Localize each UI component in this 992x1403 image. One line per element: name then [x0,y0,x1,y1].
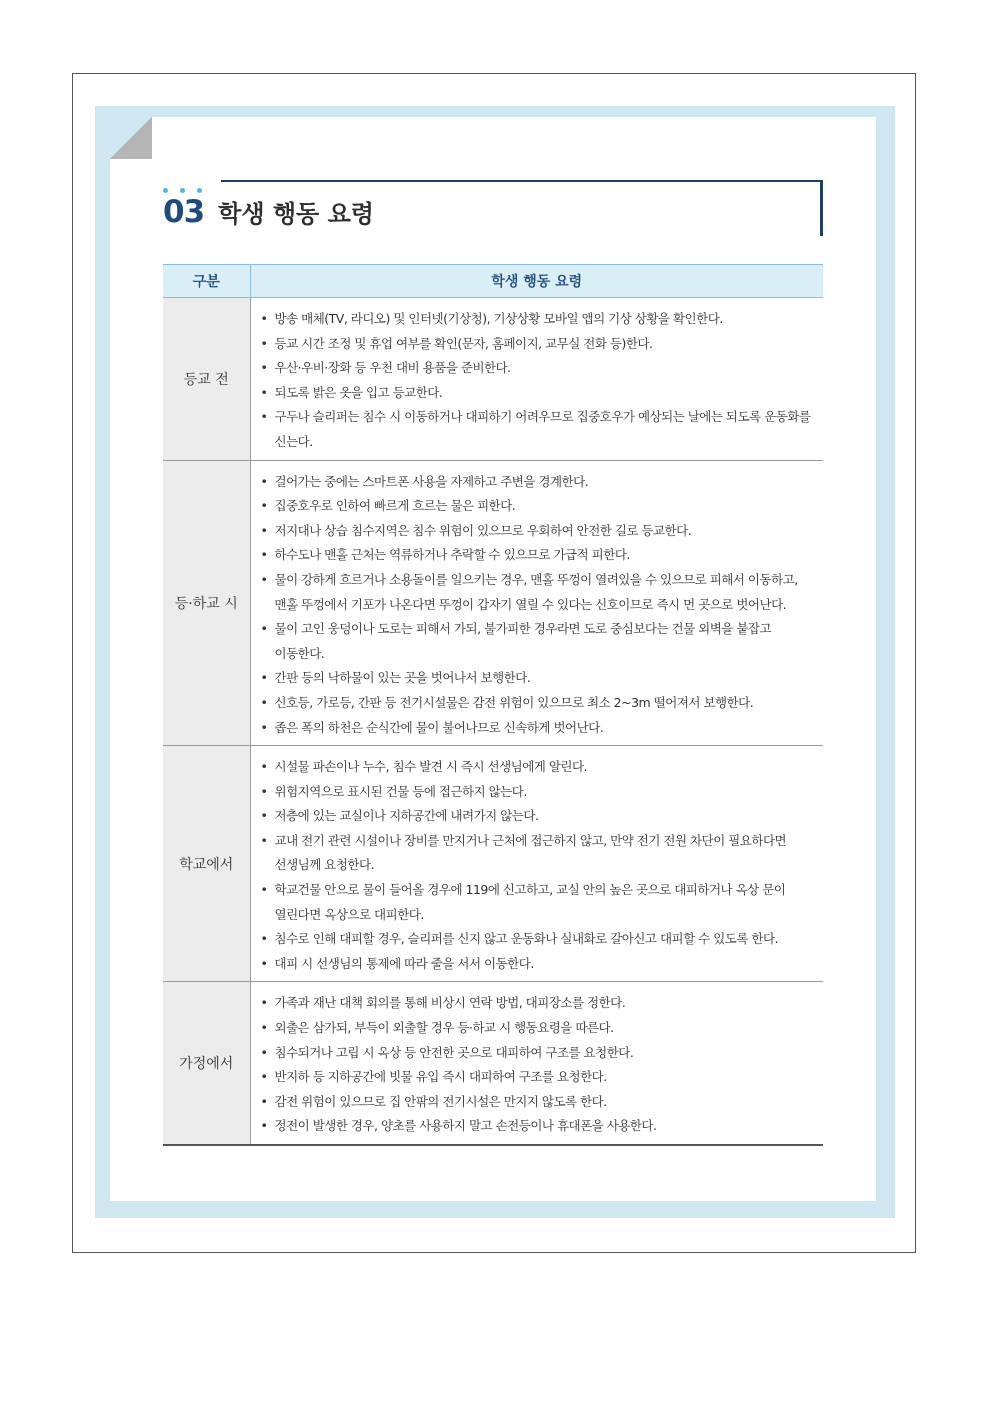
list-item: • 교내 전기 관련 시설이나 장비를 만지거나 근처에 접근하지 않고, 만약 전기 전원 차단이 필요하다면 선생님께 요청한다. [261,829,814,878]
action-guide-table [163,264,823,1146]
list-item: • 위험지역으로 표시된 건물 등에 접근하지 않는다. [261,780,814,805]
table-row [163,982,823,1145]
row-items [250,982,823,1145]
list-item: • 학교건물 안으로 물이 들어올 경우에 119에 신고하고, 교실 안의 높은 곳으로 대피하거나 옥상 문이 열린다면 옥상으로 대피한다. [261,878,814,927]
list-item: • 집중호우로 인하여 빠르게 흐르는 물은 피한다. [261,494,814,519]
folded-corner-icon [110,117,152,159]
section-number: 03 [163,194,205,230]
section-heading [163,194,374,234]
list-item: • 간판 등의 낙하물이 있는 곳을 벗어나서 보행한다. [261,666,814,691]
list-item: • 등교 시간 조정 및 휴업 여부를 확인(문자, 홈페이지, 교무실 전화 등)한다. [261,332,814,357]
list-item: • 신호등, 가로등, 간판 등 전기시설물은 감전 위험이 있으므로 최소 2~3m 떨어져서 보행한다. [261,691,814,716]
list-item: • 반지하 등 지하공간에 빗물 유입 즉시 대피하여 구조를 요청한다. [261,1065,814,1090]
action-list [261,991,814,1139]
list-item: • 시설물 파손이나 누수, 침수 발견 시 즉시 선생님에게 알린다. [261,755,814,780]
title-rule-side [820,180,823,236]
row-items [250,460,823,746]
section-title: 학생 행동 요령 [218,200,374,228]
header-actions: 학생 행동 요령 [250,265,823,298]
row-category: 가정에서 [163,982,250,1145]
list-item: • 우산·우비·장화 등 우천 대비 용품을 준비한다. [261,356,814,381]
table-header-row [163,265,823,298]
list-item: • 저층에 있는 교실이나 지하공간에 내려가지 않는다. [261,804,814,829]
row-items [250,746,823,982]
header-category: 구분 [163,265,250,298]
list-item: • 구두나 슬리퍼는 침수 시 이동하거나 대피하기 어려우므로 집중호우가 예상되는 날에는 되도록 운동화를 신는다. [261,405,814,454]
table-row [163,746,823,982]
list-item: • 침수되거나 고립 시 옥상 등 안전한 곳으로 대피하여 구조를 요청한다. [261,1041,814,1066]
list-item: • 물이 고인 웅덩이나 도로는 피해서 가되, 불가피한 경우라면 도로 중심보다는 건물 외벽을 붙잡고 이동한다. [261,617,814,666]
list-item: • 방송 매체(TV, 라디오) 및 인터넷(기상청), 기상상황 모바일 앱의 기상 상황을 확인한다. [261,307,814,332]
list-item: • 하수도나 맨홀 근처는 역류하거나 추락할 수 있으므로 가급적 피한다. [261,543,814,568]
list-item: • 정전이 발생한 경우, 양초를 사용하지 말고 손전등이나 휴대폰을 사용한다. [261,1114,814,1139]
list-item: • 저지대나 상습 침수지역은 침수 위험이 있으므로 우회하여 안전한 길로 등교한다. [261,519,814,544]
table-row [163,460,823,746]
action-list [261,755,814,976]
list-item: • 가족과 재난 대책 회의를 통해 비상시 연락 방법, 대피장소를 정한다. [261,991,814,1016]
table-row [163,298,823,461]
list-item: • 물이 강하게 흐르거나 소용돌이를 일으키는 경우, 맨홀 뚜껑이 열려있을 수 있으므로 피해서 이동하고, 맨홀 뚜껑에서 기포가 나온다면 뚜껑이 갑자기 열릴 수 있다는 신호이므로 즉시 먼 곳으로 벗어난다. [261,568,814,617]
action-list [261,307,814,455]
row-category: 학교에서 [163,746,250,982]
list-item: • 좁은 폭의 하천은 순식간에 물이 불어나므로 신속하게 벗어난다. [261,716,814,741]
list-item: • 되도록 밝은 옷을 입고 등교한다. [261,381,814,406]
row-category: 등교 전 [163,298,250,461]
list-item: • 대피 시 선생님의 통제에 따라 줄을 서서 이동한다. [261,952,814,977]
list-item: • 걸어가는 중에는 스마트폰 사용을 자제하고 주변을 경계한다. [261,470,814,495]
title-rule [163,180,823,182]
row-category: 등·하교 시 [163,460,250,746]
list-item: • 감전 위험이 있으므로 집 안팎의 전기시설은 만지지 않도록 한다. [261,1090,814,1115]
list-item: • 외출은 삼가되, 부득이 외출할 경우 등·하교 시 행동요령을 따른다. [261,1016,814,1041]
list-item: • 침수로 인해 대피할 경우, 슬리퍼를 신지 않고 운동화나 실내화로 갈아신고 대피할 수 있도록 한다. [261,927,814,952]
action-list [261,470,814,741]
row-items [250,298,823,461]
